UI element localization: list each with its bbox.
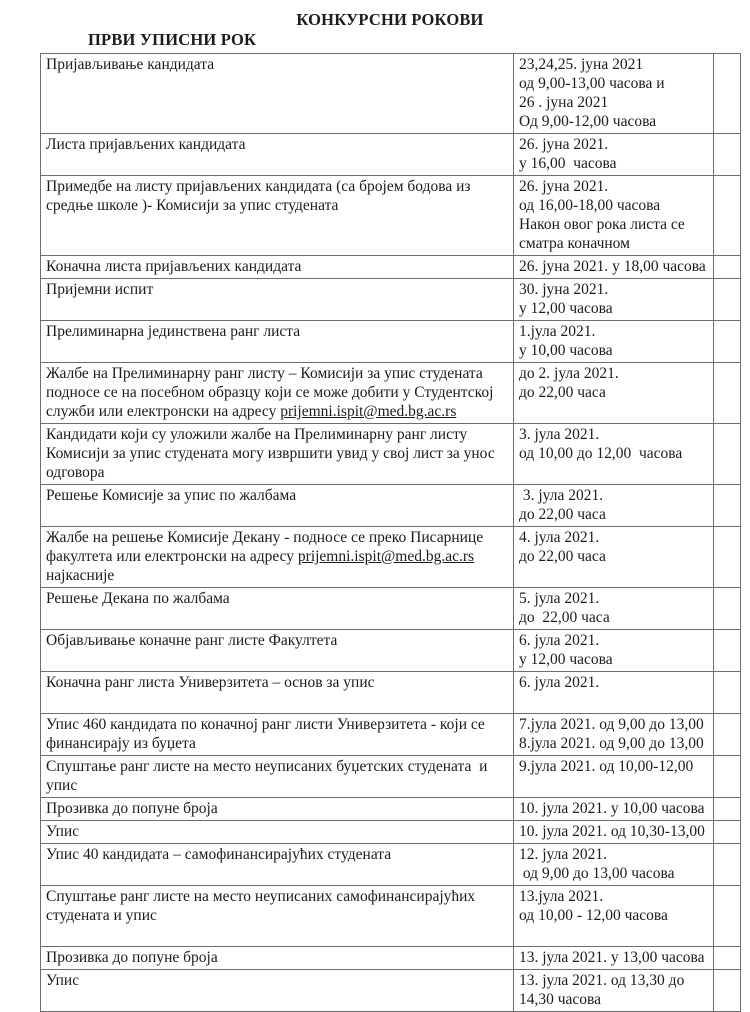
email-link[interactable]: prijemni.ispit@med.bg.ac.rs xyxy=(297,548,475,565)
table-row xyxy=(41,321,741,363)
date-line: од 9,00 до 13,00 часова xyxy=(519,865,675,882)
date-line: 12. јула 2021. xyxy=(519,846,607,863)
date-line: 26. јуна 2021. у 18,00 часова xyxy=(519,258,706,275)
activity-text: Прозивка до попуне броја xyxy=(46,800,218,817)
activity-text: Решење Декана по жалбама xyxy=(46,590,230,607)
activity-text: најкасније xyxy=(46,548,478,584)
activity-cell xyxy=(41,886,514,947)
empty-cell xyxy=(714,970,741,1012)
table-row xyxy=(41,844,741,886)
activity-cell xyxy=(41,947,514,970)
table-row xyxy=(41,134,741,176)
date-line: у 12,00 часова xyxy=(519,651,613,668)
date-cell xyxy=(514,527,714,588)
activity-cell xyxy=(41,363,514,424)
table-row xyxy=(41,485,741,527)
date-cell xyxy=(514,54,714,134)
date-line xyxy=(519,692,709,711)
activity-text: Спуштање ранг листе на место неуписаних самофинансирајућих студената и упис xyxy=(46,888,480,924)
schedule-table-body xyxy=(41,54,741,1012)
activity-cell xyxy=(41,714,514,756)
activity-cell xyxy=(41,134,514,176)
date-cell xyxy=(514,886,714,947)
empty-cell xyxy=(714,527,741,588)
table-row xyxy=(41,527,741,588)
date-line: од 10,00 до 12,00 часова xyxy=(519,445,683,462)
date-cell xyxy=(514,424,714,485)
activity-text: Спуштање ранг листе на место неуписаних буџетских студената и упис xyxy=(46,758,492,794)
date-cell xyxy=(514,672,714,714)
empty-cell xyxy=(714,714,741,756)
date-line: 8.јула 2021. од 9,00 до 13,00 xyxy=(519,735,704,752)
date-line: у 10,00 часова xyxy=(519,342,613,359)
date-line: од 10,00 - 12,00 часова xyxy=(519,907,668,924)
empty-cell xyxy=(714,256,741,279)
activity-cell xyxy=(41,279,514,321)
activity-cell xyxy=(41,54,514,134)
empty-cell xyxy=(714,798,741,821)
date-line: 1.јула 2021. xyxy=(519,323,596,340)
activity-cell xyxy=(41,176,514,256)
activity-text: Кандидати који су уложили жалбе на Прелиминарну ранг листу Комисији за упис студената могу извршити увид у свој лист за унос одговора xyxy=(46,426,499,481)
date-cell xyxy=(514,947,714,970)
date-cell xyxy=(514,485,714,527)
date-line: Од 9,00-12,00 часова xyxy=(519,113,657,130)
empty-cell xyxy=(714,134,741,176)
date-cell xyxy=(514,844,714,886)
table-row xyxy=(41,714,741,756)
date-cell xyxy=(514,798,714,821)
date-line: до 2. јула 2021. xyxy=(519,365,619,382)
date-line: 30. јуна 2021. xyxy=(519,281,609,298)
date-line: 13. јула 2021. од 13,30 до 14,30 часова xyxy=(519,972,689,1008)
date-line: у 16,00 часова xyxy=(519,155,617,172)
empty-cell xyxy=(714,424,741,485)
activity-cell xyxy=(41,756,514,798)
table-row xyxy=(41,886,741,947)
empty-cell xyxy=(714,54,741,134)
activity-text: Коначна листа пријављених кандидата xyxy=(46,258,302,275)
date-line xyxy=(519,776,709,795)
date-line xyxy=(519,925,709,944)
activity-text: Објављивање коначне ранг листе Факултета xyxy=(46,632,338,649)
activity-text: Жалбе на решење Комисије Декану - подносе се преко Писарнице факултета или електронски на адресу xyxy=(46,529,487,565)
empty-cell xyxy=(714,176,741,256)
activity-text: Листа пријављених кандидата xyxy=(46,136,246,153)
table-row xyxy=(41,424,741,485)
date-cell xyxy=(514,970,714,1012)
activity-cell xyxy=(41,672,514,714)
date-cell xyxy=(514,630,714,672)
empty-cell xyxy=(714,756,741,798)
empty-cell xyxy=(714,844,741,886)
date-cell xyxy=(514,363,714,424)
activity-text: Жалбе на Прелиминарну ранг листу – Комисији за упис студената подносе се на посебном образцу који се може добити у Студентској служби или електронски на адресу xyxy=(46,365,498,420)
date-line: 10. јула 2021. у 10,00 часова xyxy=(519,800,705,817)
table-row xyxy=(41,630,741,672)
activity-text: Упис 460 кандидата по коначној ранг листи Универзитета - који се финансирају из буџета xyxy=(46,716,489,752)
date-cell xyxy=(514,134,714,176)
date-line: Након овог рока листа се сматра коначном xyxy=(519,216,689,252)
date-line: 9.јула 2021. од 10,00-12,00 xyxy=(519,758,694,775)
date-line: 3. јула 2021. xyxy=(519,487,604,504)
activity-text: Решење Комисије за упис по жалбама xyxy=(46,487,297,504)
activity-text: Коначна ранг листа Универзитета – основ за упис xyxy=(46,674,375,691)
page-title: КОНКУРСНИ РОКОВИ xyxy=(296,10,484,29)
date-line: до 22,00 часа xyxy=(519,384,606,401)
activity-text: Прозивка до попуне броја xyxy=(46,949,218,966)
activity-text: Пријемни испит xyxy=(46,281,154,298)
date-line: 26 . јуна 2021 xyxy=(519,94,609,111)
table-row xyxy=(41,821,741,844)
activity-cell xyxy=(41,844,514,886)
date-line: до 22,00 часа xyxy=(519,609,610,626)
date-line: 7.јула 2021. од 9,00 до 13,00 xyxy=(519,716,704,733)
date-line: 4. јула 2021. xyxy=(519,529,600,546)
table-row xyxy=(41,54,741,134)
date-line: до 22,00 часа xyxy=(519,506,606,523)
table-row xyxy=(41,363,741,424)
date-line: 26. јуна 2021. xyxy=(519,136,609,153)
empty-cell xyxy=(714,279,741,321)
date-line: 10. јула 2021. од 10,30-13,00 xyxy=(519,823,705,840)
table-row xyxy=(41,672,741,714)
document-page xyxy=(40,0,740,1012)
activity-text: Примедбе на листу пријављених кандидата (са бројем бодова из средње школе )- Комисији за упис студената xyxy=(46,178,475,214)
table-row xyxy=(41,279,741,321)
table-row xyxy=(41,176,741,256)
table-row xyxy=(41,798,741,821)
table-row xyxy=(41,970,741,1012)
activity-cell xyxy=(41,424,514,485)
empty-cell xyxy=(714,588,741,630)
date-line: 5. јула 2021. xyxy=(519,590,600,607)
date-cell xyxy=(514,321,714,363)
date-cell xyxy=(514,714,714,756)
table-row xyxy=(41,256,741,279)
activity-text: Упис 40 кандидата – самофинансирајућих студената xyxy=(46,846,392,863)
empty-cell xyxy=(714,672,741,714)
empty-cell xyxy=(714,821,741,844)
date-cell xyxy=(514,756,714,798)
date-cell xyxy=(514,176,714,256)
email-link[interactable]: prijemni.ispit@med.bg.ac.rs xyxy=(280,403,457,420)
date-line: 13. јула 2021. у 13,00 часова xyxy=(519,949,705,966)
empty-cell xyxy=(714,363,741,424)
activity-cell xyxy=(41,821,514,844)
activity-cell xyxy=(41,527,514,588)
date-line: 13.јула 2021. xyxy=(519,888,604,905)
empty-cell xyxy=(714,321,741,363)
date-line: у 12,00 часова xyxy=(519,300,613,317)
section-heading: ПРВИ УПИСНИ РОК xyxy=(88,30,257,49)
date-cell xyxy=(514,279,714,321)
date-line: 26. јуна 2021. xyxy=(519,178,609,195)
date-line: од 9,00-13,00 часова и xyxy=(519,75,665,92)
date-line: 23,24,25. јуна 2021 xyxy=(519,56,644,73)
table-row xyxy=(41,588,741,630)
date-line: до 22,00 часа xyxy=(519,548,606,565)
date-cell xyxy=(514,588,714,630)
activity-cell xyxy=(41,970,514,1012)
date-cell xyxy=(514,821,714,844)
empty-cell xyxy=(714,630,741,672)
activity-cell xyxy=(41,630,514,672)
activity-text: Пријављивање кандидата xyxy=(46,56,215,73)
activity-text: Прелиминарна јединствена ранг листа xyxy=(46,323,301,340)
activity-cell xyxy=(41,256,514,279)
date-line: 6. јула 2021. xyxy=(519,674,600,691)
table-row xyxy=(41,756,741,798)
date-line: од 16,00-18,00 часова xyxy=(519,197,661,214)
schedule-table xyxy=(40,53,741,1012)
empty-cell xyxy=(714,886,741,947)
date-line: 3. јула 2021. xyxy=(519,426,600,443)
activity-cell xyxy=(41,485,514,527)
activity-cell xyxy=(41,588,514,630)
activity-text: Упис xyxy=(46,823,80,840)
empty-cell xyxy=(714,947,741,970)
date-cell xyxy=(514,256,714,279)
empty-cell xyxy=(714,485,741,527)
date-line: 6. јула 2021. xyxy=(519,632,600,649)
table-row xyxy=(41,947,741,970)
activity-cell xyxy=(41,798,514,821)
activity-text: Упис xyxy=(46,972,80,989)
activity-cell xyxy=(41,321,514,363)
